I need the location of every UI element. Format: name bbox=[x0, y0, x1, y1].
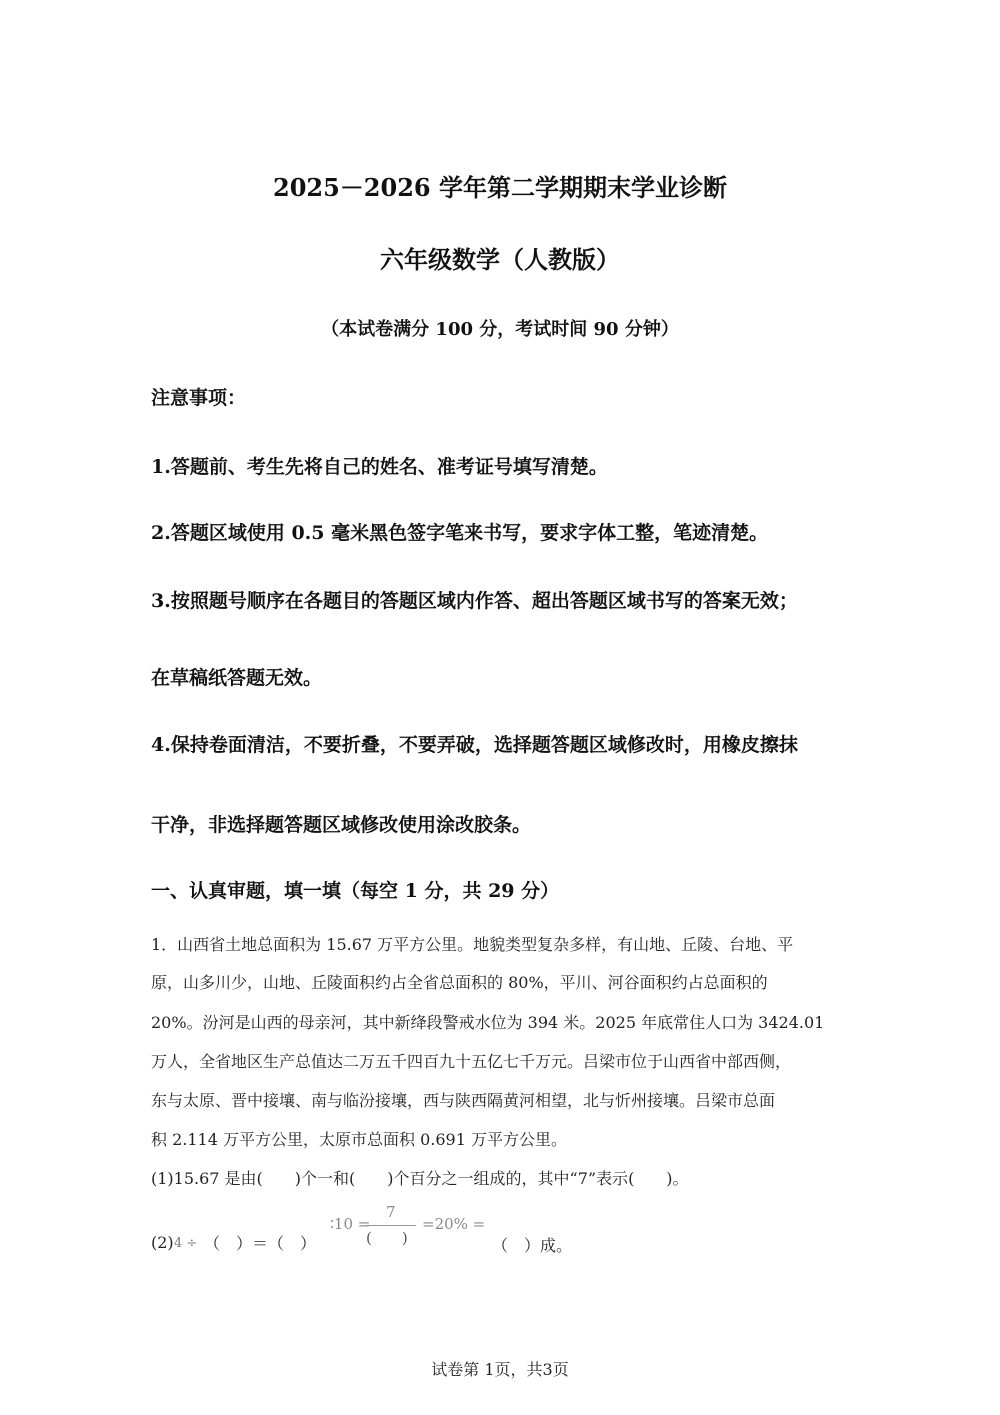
exam-info: （本试卷满分 100 分，考试时间 90 分钟） bbox=[321, 319, 679, 340]
fraction-denominator: ( ) bbox=[366, 1229, 408, 1247]
notice-line: 在草稿纸答题无效。 bbox=[151, 667, 323, 689]
passage-line: 1．山西省土地总面积为 15.67 万平方公里。地貌类型复杂多样，有山地、丘陵、台地、平 bbox=[151, 935, 794, 954]
percent-text: =20% = bbox=[422, 1215, 486, 1233]
passage-line: 万人，全省地区生产总值达二万五千四百九十五亿七千万元。吕梁市位于山西省中部西侧， bbox=[151, 1052, 792, 1071]
page-footer: 试卷第 1页，共3页 bbox=[431, 1360, 569, 1379]
passage-line: 积 2.114 万平方公里，太原市总面积 0.691 万平方公里。 bbox=[151, 1130, 567, 1149]
notice-line: 2.答题区域使用 0.5 毫米黑色签字笔来书写，要求字体工整，笔迹清楚。 bbox=[151, 522, 769, 544]
question-2-prefix: (2) bbox=[151, 1233, 174, 1252]
notice-line: 干净，非选择题答题区域修改使用涂改胶条。 bbox=[151, 814, 532, 836]
notice-line: 4.保持卷面清洁，不要折叠，不要弄破，选择题答题区域修改时，用橡皮擦抹 bbox=[151, 734, 798, 756]
passage-line: 20%。汾河是山西的母亲河，其中新绛段警戒水位为 394 米。2025 年底常住人口为 3424.01 bbox=[151, 1013, 825, 1032]
question-2-suffix: （ ）成。 bbox=[492, 1236, 573, 1255]
passage-line: 原，山多川少，山地、丘陵面积约占全省总面积的 80%，平川、河谷面积约占总面积的 bbox=[151, 973, 768, 992]
passage-line: 东与太原、晋中接壤、南与临汾接壤，西与陕西隔黄河相望，北与忻州接壤。吕梁市总面 bbox=[151, 1091, 776, 1110]
section-heading: 一、认真审题，填一填（每空 1 分，共 29 分） bbox=[151, 880, 560, 902]
fraction-bar bbox=[366, 1225, 416, 1226]
question-2-div: 4 ÷ bbox=[174, 1236, 198, 1251]
page-title: 2025－2026 学年第二学期期末学业诊断 bbox=[273, 173, 727, 202]
ratio-text: ∶10 = bbox=[330, 1215, 371, 1233]
notice-line: 3.按照题号顺序在各题目的答题区域内作答、超出答题区域书写的答案无效； bbox=[151, 590, 798, 612]
question-1: (1)15.67 是由( )个一和( )个百分之一组成的，其中“7”表示( )。 bbox=[151, 1169, 689, 1188]
fraction-expression bbox=[330, 1203, 490, 1253]
fraction-numerator: 7 bbox=[386, 1203, 396, 1221]
notice-heading: 注意事项： bbox=[151, 387, 247, 409]
notice-line: 1.答题前、考生先将自己的姓名、准考证号填写清楚。 bbox=[151, 456, 608, 478]
page-subtitle: 六年级数学（人教版） bbox=[380, 245, 620, 274]
question-2-blanks: （ ）＝（ ） bbox=[204, 1234, 317, 1253]
